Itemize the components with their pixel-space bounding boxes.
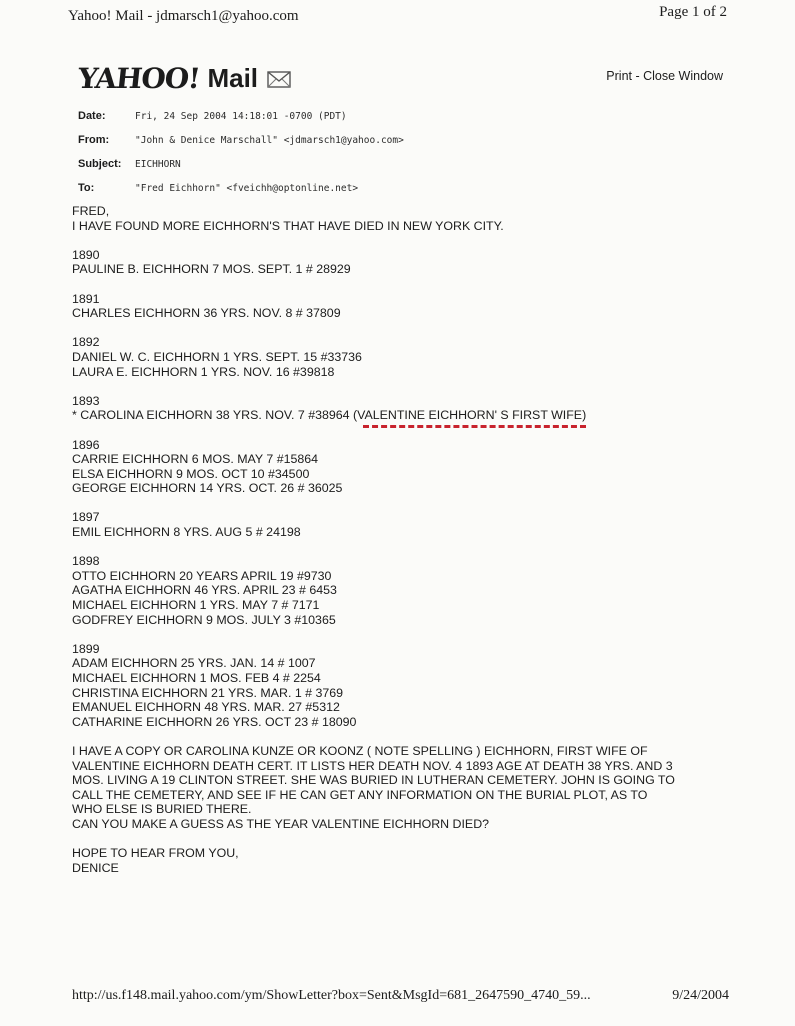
year-heading: 1892 [72, 335, 100, 350]
closing-block [72, 846, 732, 875]
year-block-1898 [72, 554, 732, 627]
year-heading: 1891 [72, 291, 100, 306]
year-block-1897 [72, 510, 732, 539]
print-footer-url: http://us.f148.mail.yahoo.com/ym/ShowLetter?box=Sent&MsgId=681_2647590_4740_59... [72, 988, 591, 1003]
year-block-1891 [72, 292, 732, 321]
print-footer-date: 9/24/2004 [672, 988, 729, 1003]
logo-yahoo-text: YAHOO! [76, 62, 202, 95]
death-record: LAURA E. EICHHORN 1 YRS. NOV. 16 #39818 [72, 364, 335, 379]
closing-line: HOPE TO HEAR FROM YOU, [72, 846, 239, 861]
print-link[interactable]: Print [606, 69, 632, 83]
header-row-subject [78, 152, 404, 176]
death-record-highlighted [72, 408, 732, 423]
from-label: From: [78, 134, 110, 146]
year-heading: 1897 [72, 510, 100, 525]
print-header-title: Yahoo! Mail - jdmarsch1@yahoo.com [68, 8, 299, 24]
body-line: MOS. LIVING A 19 CLINTON STREET. SHE WAS BURIED IN LUTHERAN CEMETERY. JOHN IS GOING TO [72, 773, 675, 788]
yahoo-mail-logo [78, 62, 292, 95]
body-line: WHO ELSE IS BURIED THERE. [72, 802, 252, 817]
year-heading: 1890 [72, 247, 100, 262]
to-label: To: [78, 182, 95, 194]
year-block-1896 [72, 438, 732, 496]
year-heading: 1893 [72, 393, 100, 408]
red-dashed-underline [363, 425, 586, 428]
death-record: EMIL EICHHORN 8 YRS. AUG 5 # 24198 [72, 525, 301, 540]
message-paragraph [72, 744, 732, 832]
death-record: CHRISTINA EICHHORN 21 YRS. MAR. 1 # 3769 [72, 685, 344, 700]
death-record: DANIEL W. C. EICHHORN 1 YRS. SEPT. 15 #33736 [72, 349, 362, 364]
death-record: ELSA EICHHORN 9 MOS. OCT 10 #34500 [72, 466, 310, 481]
subject-label: Subject: [78, 158, 122, 170]
header-row-to [78, 176, 404, 200]
greeting-block [72, 204, 732, 233]
death-record: CHARLES EICHHORN 36 YRS. NOV. 8 # 37809 [72, 306, 341, 321]
email-body [72, 204, 732, 890]
envelope-icon [266, 68, 292, 90]
logo-mail-text: Mail [207, 63, 259, 93]
death-record: GEORGE EICHHORN 14 YRS. OCT. 26 # 36025 [72, 481, 343, 496]
first-wife-annotation [353, 408, 586, 423]
date-value: Fri, 24 Sep 2004 14:18:01 -0700 (PDT) [135, 110, 347, 122]
death-record: ADAM EICHHORN 25 YRS. JAN. 14 # 1007 [72, 656, 316, 671]
signature: DENICE [72, 860, 119, 875]
page-indicator: Page 1 of 2 [659, 4, 727, 20]
death-record: OTTO EICHHORN 20 YEARS APRIL 19 #9730 [72, 568, 332, 583]
date-label: Date: [78, 110, 106, 122]
year-heading: 1899 [72, 641, 100, 656]
death-record: CATHARINE EICHHORN 26 YRS. OCT 23 # 18090 [72, 714, 357, 729]
body-line: I HAVE A COPY OR CAROLINA KUNZE OR KOONZ ( NOTE SPELLING ) EICHHORN, FIRST WIFE OF [72, 743, 648, 758]
year-block-1893 [72, 394, 732, 423]
from-value: "John & Denice Marschall" <jdmarsch1@yahoo.com> [135, 134, 404, 146]
action-separator: - [632, 69, 644, 83]
print-close-actions [606, 69, 723, 83]
death-record: EMANUEL EICHHORN 48 YRS. MAR. 27 #5312 [72, 700, 340, 715]
email-headers [78, 104, 404, 200]
header-row-from [78, 128, 404, 152]
to-value: "Fred Eichhorn" <fveichh@optonline.net> [135, 182, 359, 194]
header-row-date [78, 104, 404, 128]
year-heading: 1898 [72, 554, 100, 569]
body-line: FRED, [72, 204, 110, 218]
death-record-text: * CAROLINA EICHHORN 38 YRS. NOV. 7 #38964 [72, 408, 353, 423]
body-line: CAN YOU MAKE A GUESS AS THE YEAR VALENTINE EICHHORN DIED? [72, 816, 490, 831]
death-record: MICHAEL EICHHORN 1 MOS. FEB 4 # 2254 [72, 671, 321, 685]
death-record: MICHAEL EICHHORN 1 YRS. MAY 7 # 7171 [72, 598, 320, 613]
close-window-link[interactable]: Close Window [643, 69, 723, 83]
body-line: VALENTINE EICHHORN DEATH CERT. IT LISTS HER DEATH NOV. 4 1893 AGE AT DEATH 38 YRS. AND 3 [72, 758, 673, 773]
year-block-1892 [72, 335, 732, 379]
subject-value: EICHHORN [135, 158, 181, 170]
body-line: I HAVE FOUND MORE EICHHORN'S THAT HAVE DIED IN NEW YORK CITY. [72, 218, 504, 233]
body-line: CALL THE CEMETERY, AND SEE IF HE CAN GET ANY INFORMATION ON THE BURIAL PLOT, AS TO [72, 787, 648, 802]
first-wife-note: (VALENTINE EICHHORN' S FIRST WIFE) [352, 408, 587, 423]
death-record: CARRIE EICHHORN 6 MOS. MAY 7 #15864 [72, 452, 319, 467]
year-block-1899 [72, 642, 732, 730]
year-heading: 1896 [72, 437, 100, 452]
death-record: GODFREY EICHHORN 9 MOS. JULY 3 #10365 [72, 612, 336, 627]
death-record: PAULINE B. EICHHORN 7 MOS. SEPT. 1 # 28929 [72, 262, 351, 277]
death-record: AGATHA EICHHORN 46 YRS. APRIL 23 # 6453 [72, 583, 337, 598]
year-block-1890 [72, 248, 732, 277]
